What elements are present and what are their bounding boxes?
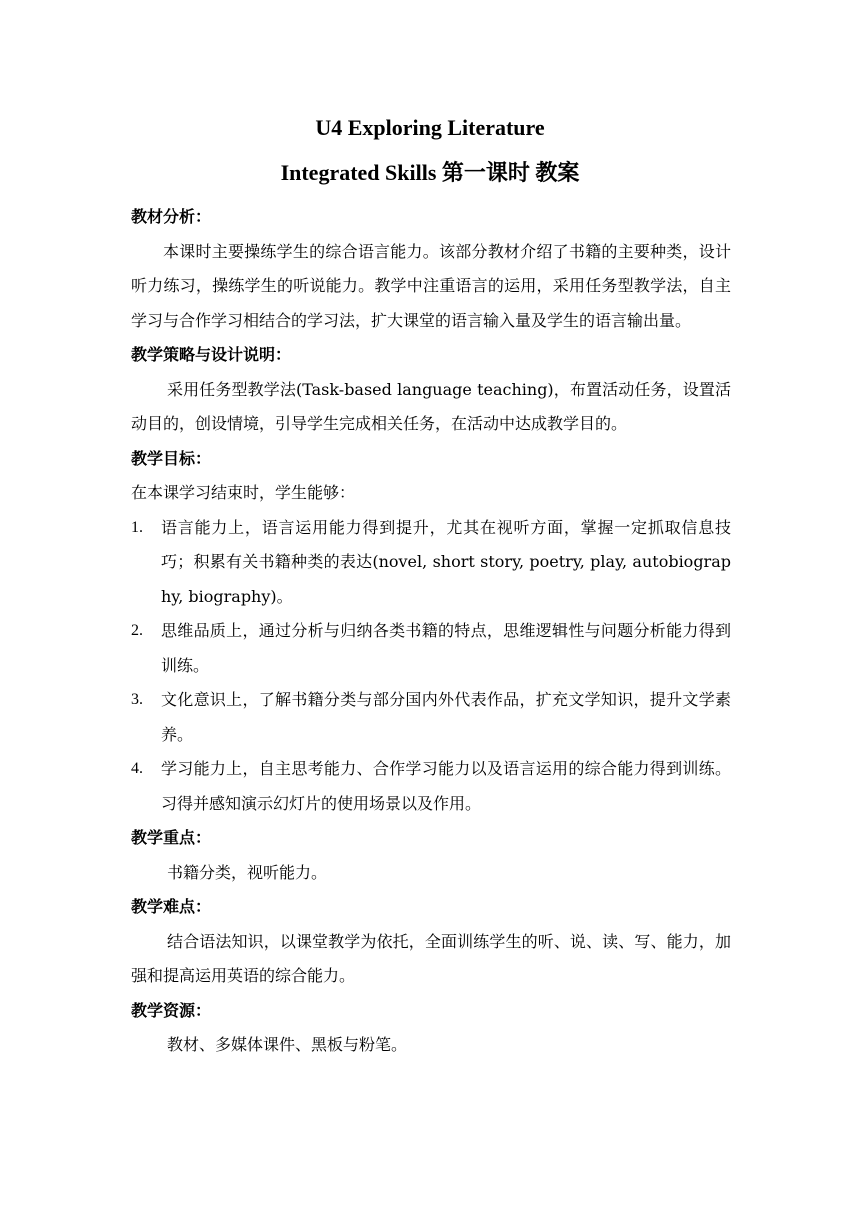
objective-number: 3. <box>131 691 143 708</box>
objective-text: 思维品质上，通过分析与归纳各类书籍的特点，思维逻辑性与问题分析能力得到训练。 <box>161 621 731 675</box>
objective-number: 4. <box>131 760 143 777</box>
section-heading-key-points: 教学重点： <box>131 828 212 847</box>
objective-item <box>131 511 731 615</box>
objective-item <box>131 614 731 683</box>
objectives-list <box>131 511 731 822</box>
document-body <box>131 200 731 1063</box>
objective-text: 文化意识上，了解书籍分类与部分国内外代表作品，扩充文学知识，提升文学素养。 <box>161 690 731 744</box>
strategy-text: 采用任务型教学法(Task-based language teaching)，布置活动任务，设置活动目的，创设情境，引导学生完成相关任务，在活动中达成教学目的。 <box>131 379 731 433</box>
objective-text: 学习能力上，自主思考能力、合作学习能力以及语言运用的综合能力得到训练。习得并感知演示幻灯片的使用场景以及作用。 <box>161 759 731 813</box>
document-title: U4 Exploring Literature <box>315 115 545 140</box>
document-subtitle: Integrated Skills 第一课时 教案 <box>280 160 580 185</box>
section-heading-material-analysis: 教材分析： <box>131 207 212 226</box>
objective-text: 语言能力上，语言运用能力得到提升，尤其在视听方面，掌握一定抓取信息技巧；积累有关书籍种类的表达(novel, short story, poetry, play, autobiography, biography)。 <box>161 517 731 606</box>
key-points-text: 书籍分类，视听能力。 <box>167 862 328 882</box>
objective-number: 2. <box>131 622 143 639</box>
material-analysis-text: 本课时主要操练学生的综合语言能力。该部分教材介绍了书籍的主要种类，设计听力练习，操练学生的听说能力。教学中注重语言的运用，采用任务型教学法，自主学习与合作学习相结合的学习法，扩大课堂的语言输入量及学生的语言输出量。 <box>131 241 731 330</box>
objective-number: 1. <box>131 518 143 536</box>
section-heading-objectives: 教学目标： <box>131 448 212 468</box>
objective-item <box>131 683 731 752</box>
objective-item <box>131 752 731 821</box>
difficulties-text: 结合语法知识，以课堂教学为依托，全面训练学生的听、说、读、写、能力，加强和提高运用英语的综合能力。 <box>131 931 731 985</box>
section-heading-resources: 教学资源： <box>131 1000 212 1020</box>
section-heading-strategy: 教学策略与设计说明： <box>131 345 292 364</box>
section-heading-difficulties: 教学难点： <box>131 897 212 916</box>
objectives-intro: 在本课学习结束时，学生能够： <box>131 483 356 502</box>
resources-text: 教材、多媒体课件、黑板与粉笔。 <box>167 1035 408 1054</box>
